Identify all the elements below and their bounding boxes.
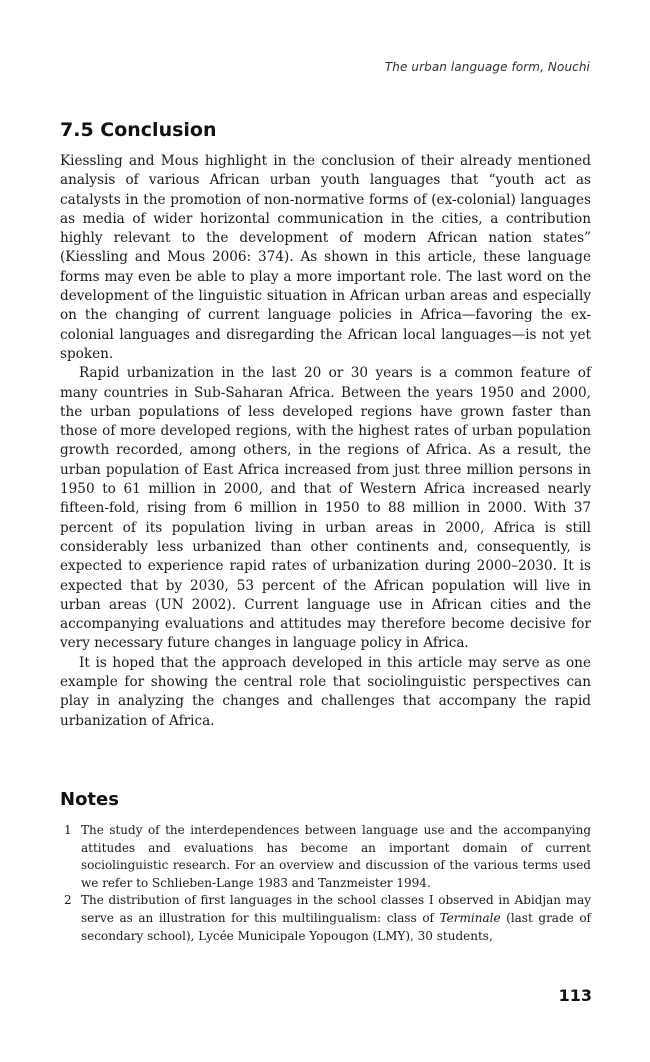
body-text: [60, 152, 591, 731]
page-number: 113: [558, 986, 592, 1005]
note-text: The study of the interdependences between language use and the accompanying attitudes and evaluations has become an important domain of current sociolinguistic research. For an overview and discussion of the various terms used we refer to Schlieben-Lange 1983 and Tanzmeister 1994.: [81, 823, 591, 890]
note-text-end: (last grade of secondary school), Lycée Municipale Yopougon (LMY), 30 students,: [81, 910, 591, 943]
notes-list: [62, 822, 591, 945]
running-head: The urban language form, Nouchi: [384, 60, 590, 74]
paragraph: Rapid urbanization in the last 20 or 30 years is a common feature of many countries in Sub-Saharan Africa. Between the years 1950 and 2000, the urban populations of less developed regions have grown faster than those of more developed regions, with the highest rates of urban population growth recorded, among others, in the regions of Africa. As a result, the urban population of East Africa increased from just three million persons in 1950 to 61 million in 2000, and that of Western Africa increased nearly fifteen-fold, rising from 6 million in 1950 to 88 million in 2000. With 37 percent of its population living in urban areas in 2000, Africa is still considerably less urbanized than other continents and, consequently, is expected to experience rapid rates of urbanization during 2000–2030. It is expected that by 2030, 53 percent of the African population will live in urban areas (UN 2002). Current language use in African cities and the accompanying evaluations and attitudes may therefore become decisive for very necessary future changes in language policy in Africa.: [60, 365, 591, 652]
note-text: [81, 893, 591, 942]
note-number: 2: [64, 893, 72, 908]
note-text-start: The distribution of first languages in the school classes I observed in Abidjan may serve as an illustration for this multilingualism: class of: [81, 893, 591, 925]
italic-term: Terminale: [439, 910, 501, 925]
note-item: [62, 822, 591, 892]
paragraph: It is hoped that the approach developed in this article may serve as one example for showing the central role that sociolinguistic perspectives can play in analyzing the changes and challenges that accompany the rapid urbanization of Africa.: [60, 654, 591, 729]
paragraph: Kiessling and Mous highlight in the conclusion of their already mentioned analysis of various African urban youth languages that “youth act as catalysts in the promotion of non-normative forms of (ex-colonial) languages as media of wider horizontal communication in the cities, a contribution highly relevant to the development of modern African nation states” (Kiessling and Mous 2006: 374). As shown in this article, these language forms may even be able to play a more important role. The last word on the development of the linguistic situation in African urban areas and especially on the changing of current language policies in Africa—favoring the ex-colonial languages and disregarding the African local languages—is not yet spoken.: [60, 153, 591, 362]
note-item: [62, 892, 591, 945]
section-heading: 7.5 Conclusion: [60, 119, 217, 141]
notes-heading: Notes: [60, 789, 119, 810]
note-number: 1: [64, 823, 72, 837]
